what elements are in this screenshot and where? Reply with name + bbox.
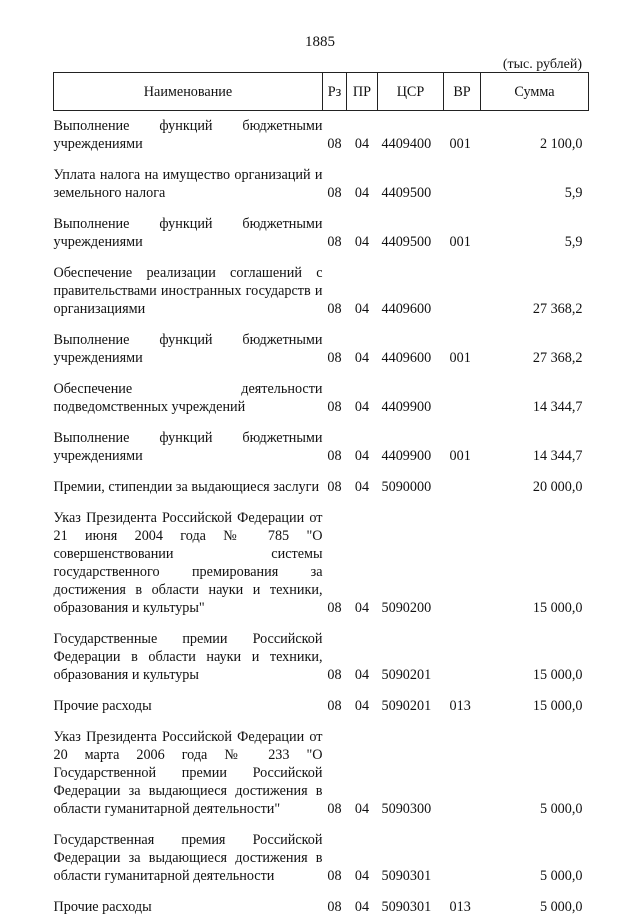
row-vr: [444, 826, 481, 893]
units-label: (тыс. рублей): [503, 56, 582, 74]
row-vr: 013: [444, 893, 481, 924]
row-vr: 001: [444, 210, 481, 259]
row-vr: [444, 723, 481, 826]
row-sum: 5,9: [481, 210, 589, 259]
row-rz: 08: [323, 625, 347, 692]
row-vr: [444, 375, 481, 424]
row-name: Выполнение функций бюджетными учреждениями: [54, 111, 323, 162]
row-sum: 15 000,0: [481, 692, 589, 723]
row-csr: 5090000: [378, 473, 444, 504]
table-body: [54, 111, 589, 924]
row-sum: 2 100,0: [481, 111, 589, 162]
table-row: [54, 424, 589, 473]
row-csr: 4409900: [378, 375, 444, 424]
table-row: [54, 625, 589, 692]
table-row: [54, 111, 589, 162]
row-rz: 08: [323, 893, 347, 924]
row-csr: 5090201: [378, 692, 444, 723]
row-pr: 04: [347, 625, 378, 692]
row-name: Государственная премия Российской Федерации за выдающиеся достижения в области гуманитарной деятельности: [54, 826, 323, 893]
row-pr: 04: [347, 259, 378, 326]
row-name: Указ Президента Российской Федерации от 20 марта 2006 года № 233 "О Государственной премии Российской Федерации за выдающиеся достижения в области гуманитарной деятельности": [54, 723, 323, 826]
row-rz: 08: [323, 326, 347, 375]
row-rz: 08: [323, 473, 347, 504]
row-pr: 04: [347, 375, 378, 424]
row-csr: 4409500: [378, 161, 444, 210]
table-row: [54, 161, 589, 210]
header-name: Наименование: [54, 73, 323, 111]
header-vr: ВР: [444, 73, 481, 111]
row-name: Премии, стипендии за выдающиеся заслуги: [54, 473, 323, 504]
row-csr: 5090301: [378, 893, 444, 924]
row-pr: 04: [347, 473, 378, 504]
table-row: [54, 504, 589, 625]
row-pr: 04: [347, 504, 378, 625]
row-vr: [444, 504, 481, 625]
header-sum: Сумма: [481, 73, 589, 111]
row-sum: 15 000,0: [481, 504, 589, 625]
header-csr: ЦСР: [378, 73, 444, 111]
row-name: Выполнение функций бюджетными учреждениями: [54, 210, 323, 259]
row-name: Обеспечение деятельности подведомственных учреждений: [54, 375, 323, 424]
row-sum: 27 368,2: [481, 326, 589, 375]
row-vr: [444, 259, 481, 326]
row-pr: 04: [347, 424, 378, 473]
row-pr: 04: [347, 893, 378, 924]
row-vr: [444, 161, 481, 210]
row-vr: 001: [444, 424, 481, 473]
row-vr: 001: [444, 326, 481, 375]
table-row: [54, 723, 589, 826]
row-rz: 08: [323, 424, 347, 473]
row-csr: 4409600: [378, 326, 444, 375]
row-csr: 5090301: [378, 826, 444, 893]
row-sum: 5 000,0: [481, 826, 589, 893]
row-sum: 5 000,0: [481, 893, 589, 924]
row-sum: 15 000,0: [481, 625, 589, 692]
row-pr: 04: [347, 692, 378, 723]
row-csr: 4409400: [378, 111, 444, 162]
row-rz: 08: [323, 826, 347, 893]
row-csr: 5090200: [378, 504, 444, 625]
row-name: Обеспечение реализации соглашений с правительствами иностранных государств и организациями: [54, 259, 323, 326]
row-vr: 013: [444, 692, 481, 723]
row-sum: 5 000,0: [481, 723, 589, 826]
table-header: [54, 73, 589, 111]
row-pr: 04: [347, 326, 378, 375]
row-csr: 4409500: [378, 210, 444, 259]
row-vr: [444, 625, 481, 692]
row-vr: 001: [444, 111, 481, 162]
row-name: Прочие расходы: [54, 893, 323, 924]
header-rz: Рз: [323, 73, 347, 111]
row-pr: 04: [347, 161, 378, 210]
table-row: [54, 210, 589, 259]
table-row: [54, 375, 589, 424]
row-name: Указ Президента Российской Федерации от 21 июня 2004 года № 785 "О совершенствовании системы государственного премирования за достижения в области науки и техники, образования и культуры": [54, 504, 323, 625]
row-csr: 4409600: [378, 259, 444, 326]
row-pr: 04: [347, 111, 378, 162]
row-sum: 27 368,2: [481, 259, 589, 326]
row-rz: 08: [323, 210, 347, 259]
row-rz: 08: [323, 692, 347, 723]
row-rz: 08: [323, 723, 347, 826]
header-pr: ПР: [347, 73, 378, 111]
table-row: [54, 326, 589, 375]
row-sum: 5,9: [481, 161, 589, 210]
row-name: Выполнение функций бюджетными учреждениями: [54, 424, 323, 473]
table-row: [54, 473, 589, 504]
row-pr: 04: [347, 723, 378, 826]
row-name: Выполнение функций бюджетными учреждениями: [54, 326, 323, 375]
table-row: [54, 259, 589, 326]
row-csr: 5090201: [378, 625, 444, 692]
row-pr: 04: [347, 210, 378, 259]
page-number: 1885: [0, 33, 640, 51]
row-sum: 14 344,7: [481, 424, 589, 473]
row-csr: 4409900: [378, 424, 444, 473]
table-row: [54, 826, 589, 893]
row-sum: 20 000,0: [481, 473, 589, 504]
row-sum: 14 344,7: [481, 375, 589, 424]
row-rz: 08: [323, 375, 347, 424]
row-rz: 08: [323, 111, 347, 162]
row-csr: 5090300: [378, 723, 444, 826]
table-row: [54, 692, 589, 723]
row-vr: [444, 473, 481, 504]
row-pr: 04: [347, 826, 378, 893]
row-name: Прочие расходы: [54, 692, 323, 723]
row-rz: 08: [323, 259, 347, 326]
table-row: [54, 893, 589, 924]
row-rz: 08: [323, 161, 347, 210]
budget-table: [53, 72, 589, 924]
row-rz: 08: [323, 504, 347, 625]
row-name: Государственные премии Российской Федерации в области науки и техники, образования и культуры: [54, 625, 323, 692]
row-name: Уплата налога на имущество организаций и земельного налога: [54, 161, 323, 210]
